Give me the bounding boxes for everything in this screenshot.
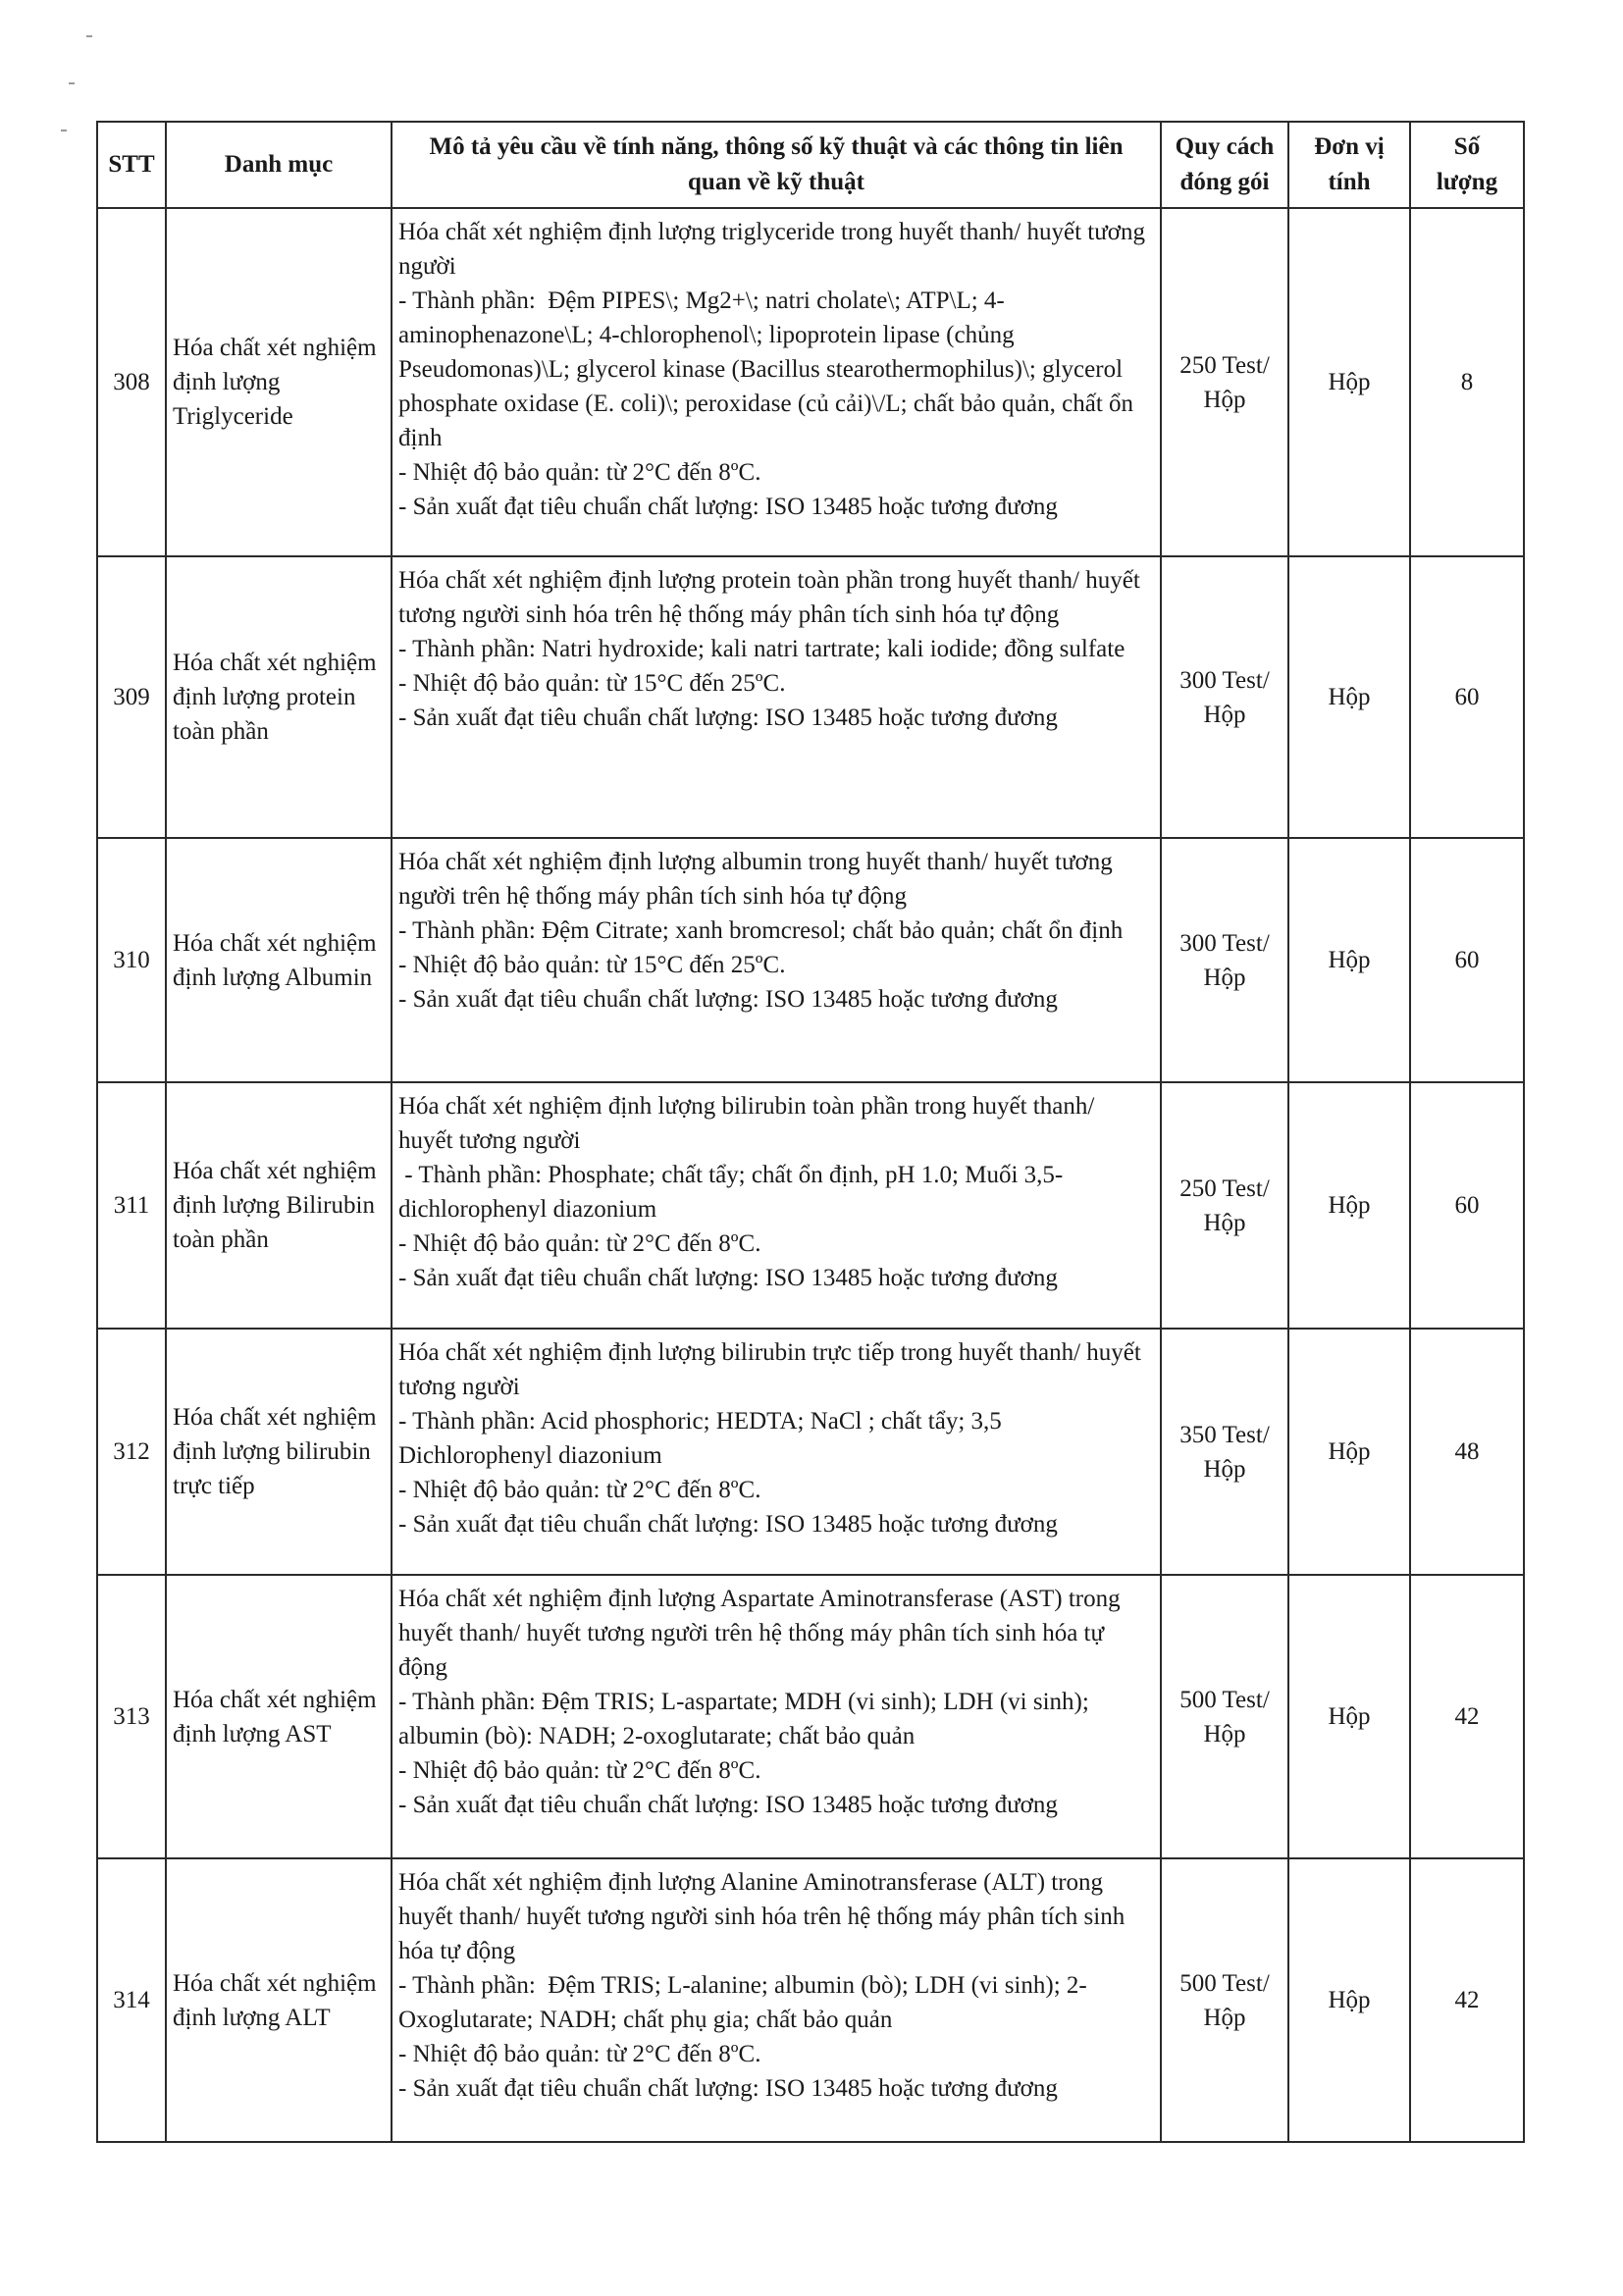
cell-stt: 310 xyxy=(97,838,166,1082)
description-detail-line: - Sản xuất đạt tiêu chuẩn chất lượng: ISO 13485 hoặc tương đương xyxy=(398,1265,1058,1291)
cell-packaging xyxy=(1161,838,1288,1082)
description-detail-line: - Thành phần: Đệm Citrate; xanh bromcresol; chất bảo quản; chất ổn định xyxy=(398,917,1124,944)
specification-table xyxy=(96,121,1525,2143)
cell-unit: Hộp xyxy=(1288,556,1410,838)
cell-quantity: 60 xyxy=(1410,556,1524,838)
cell-description xyxy=(392,838,1161,1082)
packaging-line: Hộp xyxy=(1203,964,1246,991)
cell-unit: Hộp xyxy=(1288,1329,1410,1575)
description-detail-line: - Sản xuất đạt tiêu chuẩn chất lượng: ISO 13485 hoặc tương đương xyxy=(398,704,1058,731)
description-summary: Hóa chất xét nghiệm định lượng Aspartate Aminotransferase (AST) trong huyết thanh/ huyết tương người trên hệ thống máy phân tích sinh hóa tự động xyxy=(398,1586,1126,1681)
packaging-line: 350 Test/ xyxy=(1179,1421,1270,1448)
packaging-line: 300 Test/ xyxy=(1179,666,1270,694)
description-detail-line: - Sản xuất đạt tiêu chuẩn chất lượng: ISO 13485 hoặc tương đương xyxy=(398,1792,1058,1818)
description-summary: Hóa chất xét nghiệm định lượng bilirubin trực tiếp trong huyết thanh/ huyết tương người xyxy=(398,1339,1148,1400)
header-quantity: Số lượng xyxy=(1410,122,1524,208)
cell-category: Hóa chất xét nghiệm định lượng ALT xyxy=(166,1858,392,2142)
description-detail-line: - Nhiệt độ bảo quản: từ 2°C đến 8ºC. xyxy=(398,2041,761,2067)
description-detail-line: - Nhiệt độ bảo quản: từ 15°C đến 25ºC. xyxy=(398,670,786,697)
packaging-line: Hộp xyxy=(1203,386,1246,413)
cell-packaging xyxy=(1161,556,1288,838)
cell-description xyxy=(392,1575,1161,1858)
description-detail-line: - Thành phần: Natri hydroxide; kali natri tartrate; kali iodide; đồng sulfate xyxy=(398,636,1126,662)
cell-unit: Hộp xyxy=(1288,1858,1410,2142)
cell-packaging xyxy=(1161,1858,1288,2142)
cell-stt: 312 xyxy=(97,1329,166,1575)
header-packaging: Quy cách đóng gói xyxy=(1161,122,1288,208)
cell-description xyxy=(392,1082,1161,1329)
cell-description xyxy=(392,208,1161,556)
cell-category: Hóa chất xét nghiệm định lượng AST xyxy=(166,1575,392,1858)
description-detail-line: - Nhiệt độ bảo quản: từ 2°C đến 8ºC. xyxy=(398,1757,761,1784)
cell-unit: Hộp xyxy=(1288,1082,1410,1329)
description-summary: Hóa chất xét nghiệm định lượng bilirubin toàn phần trong huyết thanh/ huyết tương người xyxy=(398,1093,1101,1154)
cell-quantity: 8 xyxy=(1410,208,1524,556)
cell-packaging xyxy=(1161,1575,1288,1858)
packaging-line: 250 Test/ xyxy=(1179,1174,1270,1202)
packaging-line: 500 Test/ xyxy=(1179,1686,1270,1713)
description-detail-line: - Sản xuất đạt tiêu chuẩn chất lượng: ISO 13485 hoặc tương đương xyxy=(398,494,1058,520)
table-row xyxy=(97,1082,1524,1329)
description-summary: Hóa chất xét nghiệm định lượng protein toàn phần trong huyết thanh/ huyết tương người sinh hóa trên hệ thống máy phân tích sinh hóa tự động xyxy=(398,567,1147,628)
cell-packaging xyxy=(1161,208,1288,556)
packaging-line: 300 Test/ xyxy=(1179,929,1270,957)
cell-quantity: 42 xyxy=(1410,1858,1524,2142)
cell-category: Hóa chất xét nghiệm định lượng protein toàn phần xyxy=(166,556,392,838)
table-row xyxy=(97,1329,1524,1575)
description-summary: Hóa chất xét nghiệm định lượng triglyceride trong huyết thanh/ huyết tương người xyxy=(398,219,1152,280)
description-detail-line: - Thành phần: Đệm PIPES\; Mg2+\; natri cholate\; ATP\L; 4-aminophenazone\L; 4-chlorophenol\; lipoprotein lipase (chủng Pseudomonas)\L; glycerol kinase (Bacillus stearothermophilus)\; glycerol phosphate oxidase (E. coli)\; peroxidase (củ cải)\/L; chất bảo quản, chất ổn định xyxy=(398,287,1140,451)
cell-category: Hóa chất xét nghiệm định lượng Bilirubin toàn phần xyxy=(166,1082,392,1329)
description-detail-line: - Nhiệt độ bảo quản: từ 15°C đến 25ºC. xyxy=(398,952,786,978)
cell-unit: Hộp xyxy=(1288,1575,1410,1858)
cell-description xyxy=(392,1858,1161,2142)
header-description: Mô tả yêu cầu về tính năng, thông số kỹ thuật và các thông tin liên quan về kỹ thuật xyxy=(392,122,1161,208)
description-detail-line: - Sản xuất đạt tiêu chuẩn chất lượng: ISO 13485 hoặc tương đương xyxy=(398,986,1058,1013)
table-header-row xyxy=(97,122,1524,208)
table-row xyxy=(97,838,1524,1082)
packaging-line: Hộp xyxy=(1203,1720,1246,1748)
cell-packaging xyxy=(1161,1082,1288,1329)
description-detail-line: - Sản xuất đạt tiêu chuẩn chất lượng: ISO 13485 hoặc tương đương xyxy=(398,2075,1058,2102)
description-detail-line: - Sản xuất đạt tiêu chuẩn chất lượng: ISO 13485 hoặc tương đương xyxy=(398,1511,1058,1538)
packaging-line: Hộp xyxy=(1203,1209,1246,1236)
scan-mark xyxy=(86,35,92,37)
description-detail-line: - Nhiệt độ bảo quản: từ 2°C đến 8ºC. xyxy=(398,1230,761,1257)
description-detail-line: - Nhiệt độ bảo quản: từ 2°C đến 8ºC. xyxy=(398,459,761,486)
table-row xyxy=(97,556,1524,838)
cell-quantity: 42 xyxy=(1410,1575,1524,1858)
scan-mark xyxy=(61,130,67,131)
description-detail-line: - Thành phần: Phosphate; chất tẩy; chất ổn định, pH 1.0; Muối 3,5-dichlorophenyl diazonium xyxy=(398,1162,1064,1223)
cell-stt: 311 xyxy=(97,1082,166,1329)
description-detail-line: - Nhiệt độ bảo quản: từ 2°C đến 8ºC. xyxy=(398,1477,761,1503)
cell-quantity: 60 xyxy=(1410,1082,1524,1329)
description-summary: Hóa chất xét nghiệm định lượng albumin trong huyết thanh/ huyết tương người trên hệ thống máy phân tích sinh hóa tự động xyxy=(398,849,1119,910)
cell-category: Hóa chất xét nghiệm định lượng Albumin xyxy=(166,838,392,1082)
cell-quantity: 48 xyxy=(1410,1329,1524,1575)
scan-mark xyxy=(69,82,75,84)
cell-packaging xyxy=(1161,1329,1288,1575)
cell-description xyxy=(392,1329,1161,1575)
cell-quantity: 60 xyxy=(1410,838,1524,1082)
cell-stt: 314 xyxy=(97,1858,166,2142)
table-row xyxy=(97,208,1524,556)
table-row xyxy=(97,1575,1524,1858)
packaging-line: Hộp xyxy=(1203,1455,1246,1483)
description-detail-line: - Thành phần: Acid phosphoric; HEDTA; NaCl ; chất tẩy; 3,5 Dichlorophenyl diazonium xyxy=(398,1408,1009,1469)
cell-category: Hóa chất xét nghiệm định lượng bilirubin trực tiếp xyxy=(166,1329,392,1575)
description-detail-line: - Thành phần: Đệm TRIS; L-alanine; albumin (bò); LDH (vi sinh); 2-Oxoglutarate; NADH; chất phụ gia; chất bảo quản xyxy=(398,1972,1087,2033)
cell-category: Hóa chất xét nghiệm định lượng Triglyceride xyxy=(166,208,392,556)
cell-stt: 308 xyxy=(97,208,166,556)
description-detail-line: - Thành phần: Đệm TRIS; L-aspartate; MDH (vi sinh); LDH (vi sinh); albumin (bò): NADH; 2-oxoglutarate; chất bảo quản xyxy=(398,1689,1096,1749)
packaging-line: 250 Test/ xyxy=(1179,351,1270,379)
packaging-line: 500 Test/ xyxy=(1179,1969,1270,1997)
header-category: Danh mục xyxy=(166,122,392,208)
table-row xyxy=(97,1858,1524,2142)
packaging-line: Hộp xyxy=(1203,2004,1246,2031)
description-summary: Hóa chất xét nghiệm định lượng Alanine Aminotransferase (ALT) trong huyết thanh/ huyết tương người sinh hóa trên hệ thống máy phân tích sinh hóa tự động xyxy=(398,1869,1131,1964)
cell-description xyxy=(392,556,1161,838)
header-unit: Đơn vị tính xyxy=(1288,122,1410,208)
header-stt: STT xyxy=(97,122,166,208)
packaging-line: Hộp xyxy=(1203,701,1246,728)
cell-unit: Hộp xyxy=(1288,208,1410,556)
cell-unit: Hộp xyxy=(1288,838,1410,1082)
cell-stt: 309 xyxy=(97,556,166,838)
cell-stt: 313 xyxy=(97,1575,166,1858)
